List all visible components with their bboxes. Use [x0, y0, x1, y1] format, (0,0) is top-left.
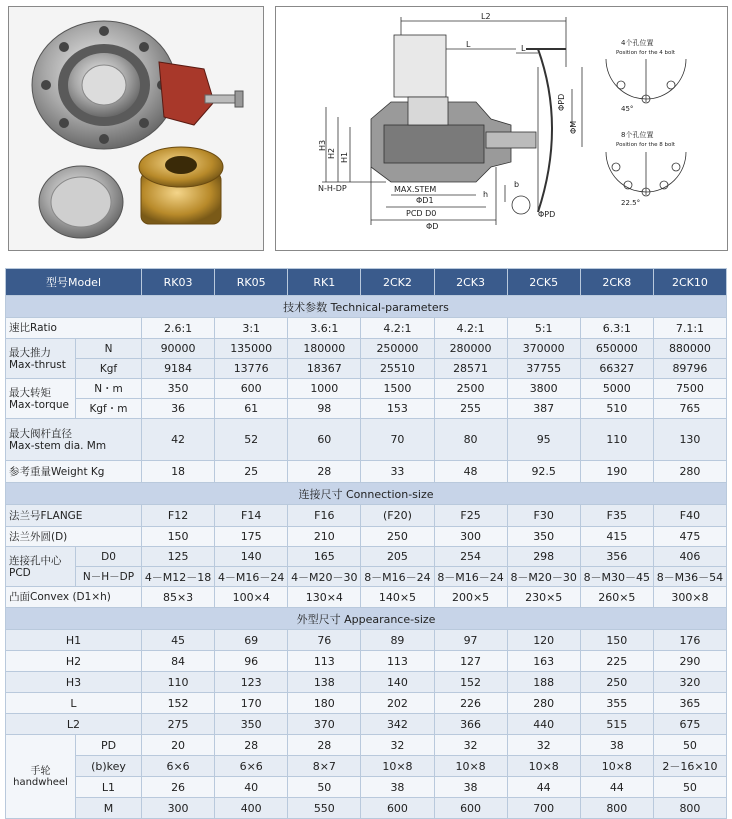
table-cell: 4.2:1 — [361, 318, 434, 339]
label-cn: 最大转矩 — [9, 386, 51, 399]
section-connection: 连接尺寸 Connection-size — [6, 483, 727, 505]
row-label: 凸面Convex (D1×h) — [6, 587, 142, 608]
table-cell: 230×5 — [507, 587, 580, 608]
table-cell: 300 — [434, 527, 507, 547]
table-cell: 32 — [507, 735, 580, 756]
table-cell: 225 — [580, 651, 653, 672]
table-cell: 226 — [434, 693, 507, 714]
table-row — [6, 399, 727, 419]
table-row — [6, 318, 727, 339]
bolt8-title: 8个孔位置 — [621, 131, 654, 139]
dim-d1: ΦD1 — [416, 196, 434, 205]
bolt4-angle: 45° — [621, 105, 634, 113]
row-label: 法兰外圆(D) — [6, 527, 142, 547]
table-cell: 97 — [434, 630, 507, 651]
table-cell: 85×3 — [142, 587, 215, 608]
table-cell: 175 — [215, 527, 288, 547]
table-cell: 280 — [507, 693, 580, 714]
dim-h1: H1 — [340, 151, 349, 163]
table-cell: 92.5 — [507, 461, 580, 483]
table-cell: 7500 — [653, 379, 726, 399]
model-cell: RK1 — [288, 269, 361, 296]
table-cell: 280 — [653, 461, 726, 483]
table-cell: 4－M16－24 — [215, 567, 288, 587]
table-cell: 298 — [507, 547, 580, 567]
table-cell: 84 — [142, 651, 215, 672]
table-cell: (F20) — [361, 505, 434, 527]
table-row — [6, 735, 727, 756]
table-cell: 130×4 — [288, 587, 361, 608]
table-cell: 33 — [361, 461, 434, 483]
table-cell: 600 — [434, 798, 507, 819]
table-cell: F14 — [215, 505, 288, 527]
bolt4-title: 4个孔位置 — [621, 39, 654, 47]
table-cell: 440 — [507, 714, 580, 735]
table-cell: 152 — [434, 672, 507, 693]
table-cell: 400 — [215, 798, 288, 819]
table-cell: 2－16×10 — [653, 756, 726, 777]
table-cell: 100×4 — [215, 587, 288, 608]
table-cell: 61 — [215, 399, 288, 419]
model-cell: RK05 — [215, 269, 288, 296]
table-cell: 28571 — [434, 359, 507, 379]
table-cell: 113 — [288, 651, 361, 672]
table-cell: 44 — [507, 777, 580, 798]
table-cell: 1000 — [288, 379, 361, 399]
row-label: H3 — [6, 672, 142, 693]
table-cell: 8－M20－30 — [507, 567, 580, 587]
table-cell: 700 — [507, 798, 580, 819]
table-cell: 6×6 — [215, 756, 288, 777]
row-label — [6, 379, 76, 419]
unit-cell: N－H－DP — [76, 567, 142, 587]
table-cell: 250 — [580, 672, 653, 693]
label-en: Max-stem dia. Mm — [9, 439, 107, 452]
unit-cell: (b)key — [76, 756, 142, 777]
label-cn: 最大推力 — [9, 346, 51, 359]
section-row — [6, 483, 727, 505]
table-cell: 675 — [653, 714, 726, 735]
table-cell: 300 — [142, 798, 215, 819]
dim-l: L — [466, 40, 471, 49]
table-cell: 140 — [215, 547, 288, 567]
unit-cell: Kgf・m — [76, 399, 142, 419]
table-cell: 320 — [653, 672, 726, 693]
section-row — [6, 296, 727, 318]
table-cell: 95 — [507, 419, 580, 461]
table-cell: 8×7 — [288, 756, 361, 777]
table-cell: 880000 — [653, 339, 726, 359]
table-cell: 366 — [434, 714, 507, 735]
table-cell: 6.3:1 — [580, 318, 653, 339]
table-cell: 176 — [653, 630, 726, 651]
table-cell: 32 — [434, 735, 507, 756]
table-cell: 250 — [361, 527, 434, 547]
table-cell: 25510 — [361, 359, 434, 379]
table-cell: 10×8 — [361, 756, 434, 777]
table-cell: 42 — [142, 419, 215, 461]
table-cell: 365 — [653, 693, 726, 714]
table-cell: 510 — [580, 399, 653, 419]
table-cell: 370 — [288, 714, 361, 735]
table-cell: 650000 — [580, 339, 653, 359]
model-header: 型号Model — [6, 269, 142, 296]
table-cell: 50 — [288, 777, 361, 798]
table-cell: 210 — [288, 527, 361, 547]
row-label — [6, 419, 142, 461]
table-cell: 202 — [361, 693, 434, 714]
label-en: Max-torque — [9, 398, 69, 411]
table-cell: 6×6 — [142, 756, 215, 777]
table-cell: 8－M36－54 — [653, 567, 726, 587]
table-cell: 89796 — [653, 359, 726, 379]
table-cell: 98 — [288, 399, 361, 419]
table-row — [6, 756, 727, 777]
table-cell: 13776 — [215, 359, 288, 379]
table-cell: 255 — [434, 399, 507, 419]
table-row — [6, 714, 727, 735]
table-cell: 70 — [361, 419, 434, 461]
table-cell: 10×8 — [507, 756, 580, 777]
row-label: 法兰号FLANGE — [6, 505, 142, 527]
table-cell: 406 — [653, 547, 726, 567]
dim-b: b — [514, 180, 520, 189]
table-cell: 18 — [142, 461, 215, 483]
table-cell: 205 — [361, 547, 434, 567]
table-cell: 254 — [434, 547, 507, 567]
table-row — [6, 461, 727, 483]
table-cell: 37755 — [507, 359, 580, 379]
table-cell: 350 — [142, 379, 215, 399]
table-cell: 26 — [142, 777, 215, 798]
table-cell: 800 — [653, 798, 726, 819]
table-cell: 32 — [361, 735, 434, 756]
table-row — [6, 651, 727, 672]
table-row — [6, 798, 727, 819]
table-cell: 38 — [580, 735, 653, 756]
table-cell: 140×5 — [361, 587, 434, 608]
table-cell: 40 — [215, 777, 288, 798]
section-row — [6, 608, 727, 630]
unit-cell: Kgf — [76, 359, 142, 379]
label-cn: 连接孔中心 — [9, 554, 62, 567]
product-photo-illustration — [9, 7, 263, 250]
table-cell: 163 — [507, 651, 580, 672]
table-cell: 150 — [580, 630, 653, 651]
unit-cell: N — [76, 339, 142, 359]
unit-cell: L1 — [76, 777, 142, 798]
table-cell: 38 — [361, 777, 434, 798]
row-label — [6, 339, 76, 379]
row-label: 速比Ratio — [6, 318, 142, 339]
table-cell: 170 — [215, 693, 288, 714]
table-cell: F30 — [507, 505, 580, 527]
model-cell: 2CK2 — [361, 269, 434, 296]
table-cell: 550 — [288, 798, 361, 819]
table-cell: F12 — [142, 505, 215, 527]
table-cell: 50 — [653, 777, 726, 798]
table-cell: 4.2:1 — [434, 318, 507, 339]
section-appearance: 外型尺寸 Appearance-size — [6, 608, 727, 630]
technical-drawing-svg — [276, 7, 727, 250]
table-cell: 180 — [288, 693, 361, 714]
table-cell: 9184 — [142, 359, 215, 379]
table-cell: 165 — [288, 547, 361, 567]
table-cell: 76 — [288, 630, 361, 651]
table-cell: 110 — [142, 672, 215, 693]
table-cell: 52 — [215, 419, 288, 461]
model-cell: 2CK10 — [653, 269, 726, 296]
table-cell: 200×5 — [434, 587, 507, 608]
table-cell: 152 — [142, 693, 215, 714]
technical-drawing — [275, 6, 728, 251]
dim-max-stem: MAX.STEM — [394, 185, 437, 194]
model-cell: RK03 — [142, 269, 215, 296]
table-cell: 5000 — [580, 379, 653, 399]
unit-cell: D0 — [76, 547, 142, 567]
table-row — [6, 672, 727, 693]
table-cell: 66327 — [580, 359, 653, 379]
table-cell: 4－M12－18 — [142, 567, 215, 587]
table-row — [6, 379, 727, 399]
dim-pcd: PCD D0 — [406, 209, 437, 218]
dim-l-right: L — [521, 44, 526, 53]
table-cell: 260×5 — [580, 587, 653, 608]
table-cell: 355 — [580, 693, 653, 714]
table-cell: 150 — [142, 527, 215, 547]
table-cell: 180000 — [288, 339, 361, 359]
table-cell: 415 — [580, 527, 653, 547]
dim-h3: H3 — [318, 139, 327, 151]
table-cell: 387 — [507, 399, 580, 419]
table-cell: 275 — [142, 714, 215, 735]
table-row — [6, 630, 727, 651]
table-cell: 370000 — [507, 339, 580, 359]
table-cell: 475 — [653, 527, 726, 547]
table-cell: 190 — [580, 461, 653, 483]
label-cn: 最大阀杆直径 — [9, 427, 72, 440]
table-cell: 25 — [215, 461, 288, 483]
table-row — [6, 777, 727, 798]
table-cell: 4－M20－30 — [288, 567, 361, 587]
table-cell: 250000 — [361, 339, 434, 359]
label-en: PCD — [9, 566, 31, 579]
table-cell: 125 — [142, 547, 215, 567]
table-header-row — [6, 269, 727, 296]
dim-pd-bottom: ΦPD — [538, 210, 556, 219]
bolt8-subtitle: Position for the 8 bolt — [616, 142, 676, 148]
section-technical: 技术参数 Technical-parameters — [6, 296, 727, 318]
table-cell: 10×8 — [434, 756, 507, 777]
row-label: H1 — [6, 630, 142, 651]
dim-m: ΦM — [569, 120, 578, 134]
table-row — [6, 693, 727, 714]
table-cell: 123 — [215, 672, 288, 693]
model-cell: 2CK3 — [434, 269, 507, 296]
unit-cell: M — [76, 798, 142, 819]
table-row — [6, 567, 727, 587]
label-en: Max-thrust — [9, 358, 66, 371]
table-row — [6, 505, 727, 527]
table-cell: 50 — [653, 735, 726, 756]
table-cell: 10×8 — [580, 756, 653, 777]
table-cell: 3.6:1 — [288, 318, 361, 339]
table-cell: 350 — [507, 527, 580, 547]
row-label: 参考重量Weight Kg — [6, 461, 142, 483]
table-cell: F35 — [580, 505, 653, 527]
table-cell: 300×8 — [653, 587, 726, 608]
unit-cell: N・m — [76, 379, 142, 399]
table-cell: 2.6:1 — [142, 318, 215, 339]
model-cell: 2CK5 — [507, 269, 580, 296]
spec-table — [5, 268, 727, 819]
table-cell: 28 — [288, 461, 361, 483]
row-label: L — [6, 693, 142, 714]
table-cell: 18367 — [288, 359, 361, 379]
row-label: L2 — [6, 714, 142, 735]
table-cell: 28 — [288, 735, 361, 756]
table-row — [6, 359, 727, 379]
table-cell: 3:1 — [215, 318, 288, 339]
table-cell: 80 — [434, 419, 507, 461]
table-cell: 280000 — [434, 339, 507, 359]
table-cell: F16 — [288, 505, 361, 527]
table-row — [6, 587, 727, 608]
table-cell: 188 — [507, 672, 580, 693]
table-cell: F40 — [653, 505, 726, 527]
table-cell: 90000 — [142, 339, 215, 359]
table-cell: 38 — [434, 777, 507, 798]
table-cell: 515 — [580, 714, 653, 735]
table-cell: 69 — [215, 630, 288, 651]
table-cell: 8－M16－24 — [361, 567, 434, 587]
table-row — [6, 339, 727, 359]
dim-l2: L2 — [481, 12, 491, 21]
table-cell: 60 — [288, 419, 361, 461]
table-cell: 44 — [580, 777, 653, 798]
table-cell: 290 — [653, 651, 726, 672]
table-cell: 20 — [142, 735, 215, 756]
table-cell: 113 — [361, 651, 434, 672]
table-cell: 342 — [361, 714, 434, 735]
table-cell: 1500 — [361, 379, 434, 399]
table-cell: 120 — [507, 630, 580, 651]
unit-cell: PD — [76, 735, 142, 756]
table-cell: 153 — [361, 399, 434, 419]
table-cell: 350 — [215, 714, 288, 735]
table-row — [6, 527, 727, 547]
table-cell: 600 — [361, 798, 434, 819]
row-label — [6, 547, 76, 587]
table-cell: 8－M16－24 — [434, 567, 507, 587]
label-cn: 手轮 — [30, 765, 51, 777]
table-cell: 89 — [361, 630, 434, 651]
table-cell: 130 — [653, 419, 726, 461]
bolt4-subtitle: Position for the 4 bolt — [616, 50, 676, 56]
table-cell: 48 — [434, 461, 507, 483]
product-photo — [8, 6, 264, 251]
table-row — [6, 547, 727, 567]
model-cell: 2CK8 — [580, 269, 653, 296]
table-cell: 3800 — [507, 379, 580, 399]
table-cell: 138 — [288, 672, 361, 693]
table-cell: 356 — [580, 547, 653, 567]
table-cell: 765 — [653, 399, 726, 419]
table-cell: 127 — [434, 651, 507, 672]
table-cell: 2500 — [434, 379, 507, 399]
table-cell: 8－M30－45 — [580, 567, 653, 587]
dim-pd: ΦPD — [557, 93, 566, 111]
table-cell: F25 — [434, 505, 507, 527]
row-label — [6, 735, 76, 819]
table-cell: 7.1:1 — [653, 318, 726, 339]
table-cell: 600 — [215, 379, 288, 399]
table-cell: 5:1 — [507, 318, 580, 339]
table-cell: 36 — [142, 399, 215, 419]
table-cell: 110 — [580, 419, 653, 461]
dim-h: h — [483, 190, 489, 199]
table-cell: 140 — [361, 672, 434, 693]
row-label: H2 — [6, 651, 142, 672]
label-en: handwheel — [13, 776, 68, 788]
table-cell: 28 — [215, 735, 288, 756]
table-cell: 135000 — [215, 339, 288, 359]
table-cell: 45 — [142, 630, 215, 651]
dim-nhdp: N-H-DP — [318, 184, 347, 193]
table-cell: 800 — [580, 798, 653, 819]
table-row — [6, 419, 727, 461]
bolt8-angle: 22.5° — [621, 199, 641, 207]
table-cell: 96 — [215, 651, 288, 672]
dim-d: ΦD — [426, 222, 439, 231]
dim-h2: H2 — [327, 147, 336, 159]
